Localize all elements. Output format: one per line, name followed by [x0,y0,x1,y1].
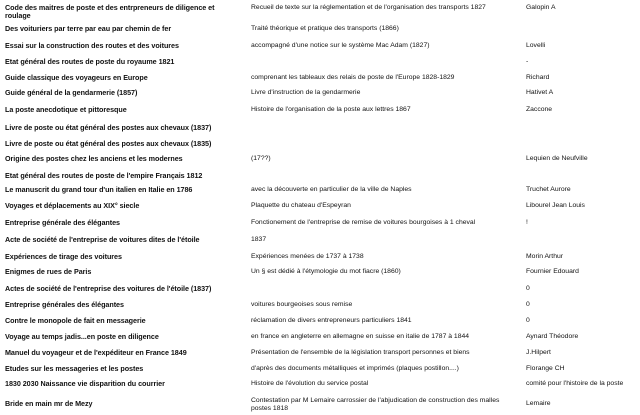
book-description: voitures bourgeoises sous remise [251,301,353,308]
book-title: Etat général des routes de poste de l'empire Français 1812 [5,171,203,180]
book-description: Contestation par M Lemaire carrossier de l'abjudication de construction des malles postes 1818 [251,397,500,412]
book-author: - [526,58,529,65]
book-author: Truchet Aurore [526,186,571,193]
book-title: La poste anecdotique et pittoresque [5,105,127,114]
book-title: Bride en main mr de Mezy [5,399,93,408]
book-description: Expériences menées de 1737 à 1738 [251,253,364,260]
book-description: Traité théorique et pratique des transports (1866) [251,25,399,32]
book-title: Livre de poste ou état général des postes aux chevaux (1837) [5,123,212,132]
book-title: Des voituriers par terre par eau par chemin de fer [5,24,172,33]
book-title: Code des maitres de poste et des entrpreneurs de diligence et roulage [5,3,215,20]
book-author: comité pour l'histoire de la poste [526,380,624,387]
book-title: Voyages et déplacements au XIX° siecle [5,201,140,210]
book-title: Voyage au temps jadis...en poste en diligence [5,332,159,341]
book-description: en france en angleterre en allemagne en suisse en italie de 1787 à 1844 [251,333,470,340]
book-author: 0 [526,301,530,308]
book-author: Zaccone [526,106,553,113]
book-description: 1837 [251,236,267,243]
book-description: d'après des documents métalliques et imprimés (plaques postillon....) [251,365,459,372]
book-title: Etudes sur les messageries et les postes [5,364,144,373]
book-title: Etat général des routes de poste du royaume 1821 [5,57,175,66]
book-title: Essai sur la construction des routes et des voitures [5,41,179,50]
book-author: Richard [526,74,550,81]
book-author: Hativet A [526,89,554,96]
book-author: Morin Arthur [526,253,564,260]
book-author: 0 [526,285,530,292]
book-description: réclamation de divers entrepreneurs particuliers 1841 [251,317,412,324]
book-description: accompagné d'une notice sur le système Mac Adam (1827) [251,42,430,49]
book-author: Galopin A [526,4,556,11]
book-title: Acte de société de l'entreprise de voitures dites de l'étoile [5,235,200,244]
book-author: Fournier Edouard [526,268,579,275]
book-title: Enigmes de rues de Paris [5,267,92,276]
book-title: Origine des postes chez les anciens et les modernes [5,154,183,163]
book-description: comprenant les tableaux des relais de poste de l'Europe 1828-1829 [251,74,455,81]
book-title: Contre le monopole de fait en messagerie [5,316,146,325]
book-title: Actes de société de l'entreprise des voitures de l'étoile (1837) [5,284,212,293]
book-description: Fonctionement de l'entreprise de remise de voitures bourgoises à 1 cheval [251,219,476,226]
book-author: J.Hilpert [526,349,551,356]
book-description: Présentation de l'ensemble de la législation transport personnes et biens [251,349,470,356]
book-title: Entreprise générale des élégantes [5,218,120,227]
book-author: Lovelli [526,42,546,49]
book-author: Florange CH [526,365,565,372]
book-description: (17??) [251,155,271,162]
book-description: Recueil de texte sur la réglementation et de l'organisation des transports 1827 [251,4,486,11]
book-title: Le manuscrit du grand tour d'un italien en Italie en 1786 [5,185,193,194]
book-description: Un § est dédié à l'étymologie du mot fiacre (1860) [251,268,401,275]
book-title: 1830 2030 Naissance vie disparition du courrier [5,379,165,388]
book-description: Histoire de l'évolution du service postal [251,380,369,387]
book-description: Histoire de l'organisation de la poste aux lettres 1867 [251,106,411,113]
book-title: Entreprise générales des élégantes [5,300,124,309]
book-author: 0 [526,317,530,324]
book-author: Aynard Théodore [526,333,579,340]
book-title: Livre de poste ou état général des postes aux chevaux (1835) [5,139,212,148]
book-description: Plaquette du chateau d'Espeyran [251,202,351,209]
book-title: Expériences de tirage des voitures [5,252,122,261]
book-author: Lemaire [526,400,551,407]
book-title: Manuel du voyageur et de l'expéditeur en France 1849 [5,348,187,357]
book-author: Lequien de Neufville [526,155,588,162]
book-author: ! [526,219,528,226]
book-title: Guide classique des voyageurs en Europe [5,73,148,82]
book-title: Guide général de la gendarmerie (1857) [5,88,138,97]
book-description: Livre d'instruction de la gendarmerie [251,89,361,96]
book-author: Libourel Jean Louis [526,202,585,209]
book-description: avec la découverte en particulier de la ville de Naples [251,186,412,193]
